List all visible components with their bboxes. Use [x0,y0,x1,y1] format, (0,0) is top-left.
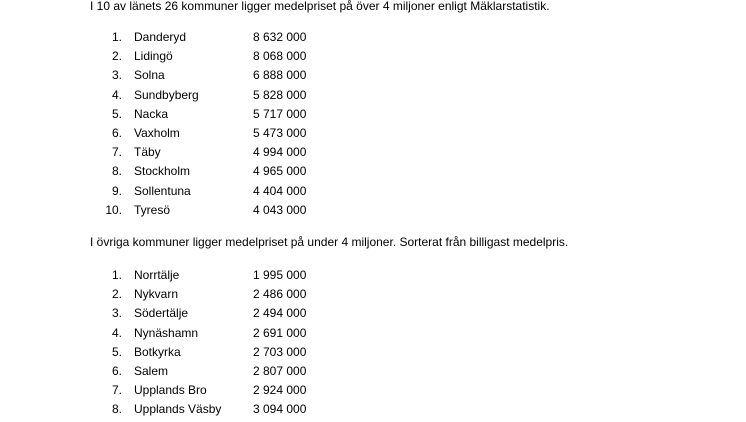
second-paragraph: I övriga kommuner ligger medelpriset på under 4 miljoner. Sorterat från billigast medelpris. [90,235,569,249]
top-municipalities-list [0,30,746,222]
average-price: 6 888 000 [253,68,307,83]
average-price: 4 404 000 [253,183,307,198]
average-price: 5 828 000 [253,87,307,102]
item-number: 1. [111,268,122,282]
average-price: 5 473 000 [253,125,307,140]
average-price: 5 717 000 [253,106,307,121]
municipality-name: Nykvarn [134,287,179,302]
item-number: 2. [111,287,122,302]
average-price: 4 994 000 [253,145,307,160]
municipality-name: Salem [134,363,169,378]
intro-paragraph: I 10 av länets 26 kommuner ligger medelpriset på över 4 miljoner enligt Mäklarstatistik. [90,0,550,13]
municipality-name: Södertälje [134,306,189,321]
item-number: 5. [111,106,122,121]
item-number: 3. [111,306,122,321]
list-item [0,326,746,345]
average-price: 2 924 000 [253,383,307,398]
list-item [0,30,746,49]
municipality-name: Nacka [134,106,169,121]
municipality-name: Upplands Bro [134,383,207,398]
item-number: 4. [111,87,122,102]
average-price: 8 068 000 [253,49,307,64]
average-price: 2 703 000 [253,344,307,359]
list-item [0,364,746,383]
list-item [0,49,746,68]
municipality-name: Nynäshamn [134,325,199,340]
list-item [0,345,746,364]
average-price: 2 494 000 [253,306,307,321]
municipality-name: Vaxholm [134,125,180,140]
list-item [0,68,746,87]
item-number: 7. [111,383,122,398]
municipality-name: Norrtälje [134,268,180,282]
list-item [0,287,746,306]
list-item [0,383,746,402]
municipality-name: Danderyd [134,30,187,44]
municipality-name: Täby [134,145,161,160]
item-number: 7. [111,145,122,160]
item-number: 3. [111,68,122,83]
item-number: 6. [111,125,122,140]
average-price: 2 807 000 [253,363,307,378]
average-price: 3 094 000 [253,402,307,417]
item-number: 9. [111,183,122,198]
municipality-name: Sollentuna [134,183,191,198]
item-number: 10. [105,202,122,217]
municipality-name: Sundbyberg [134,87,199,102]
average-price: 2 691 000 [253,325,307,340]
item-number: 5. [111,344,122,359]
list-item [0,107,746,126]
average-price: 1 995 000 [253,268,307,282]
list-item [0,268,746,287]
list-item [0,306,746,325]
item-number: 8. [111,402,122,417]
list-item [0,88,746,107]
item-number: 2. [111,49,122,64]
average-price: 4 965 000 [253,164,307,179]
list-item [0,164,746,183]
other-municipalities-list [0,268,746,422]
item-number: 1. [111,30,122,44]
average-price: 8 632 000 [253,30,307,44]
list-item [0,184,746,203]
item-number: 4. [111,325,122,340]
municipality-name: Botkyrka [134,344,181,359]
item-number: 6. [111,363,122,378]
municipality-name: Lidingö [134,49,173,64]
average-price: 4 043 000 [253,202,307,217]
item-number: 8. [111,164,122,179]
list-item [0,145,746,164]
municipality-name: Tyresö [134,202,171,217]
municipality-name: Solna [134,68,165,83]
municipality-name: Stockholm [134,164,191,179]
list-item [0,126,746,145]
average-price: 2 486 000 [253,287,307,302]
list-item [0,203,746,222]
municipality-name: Upplands Väsby [134,402,222,417]
